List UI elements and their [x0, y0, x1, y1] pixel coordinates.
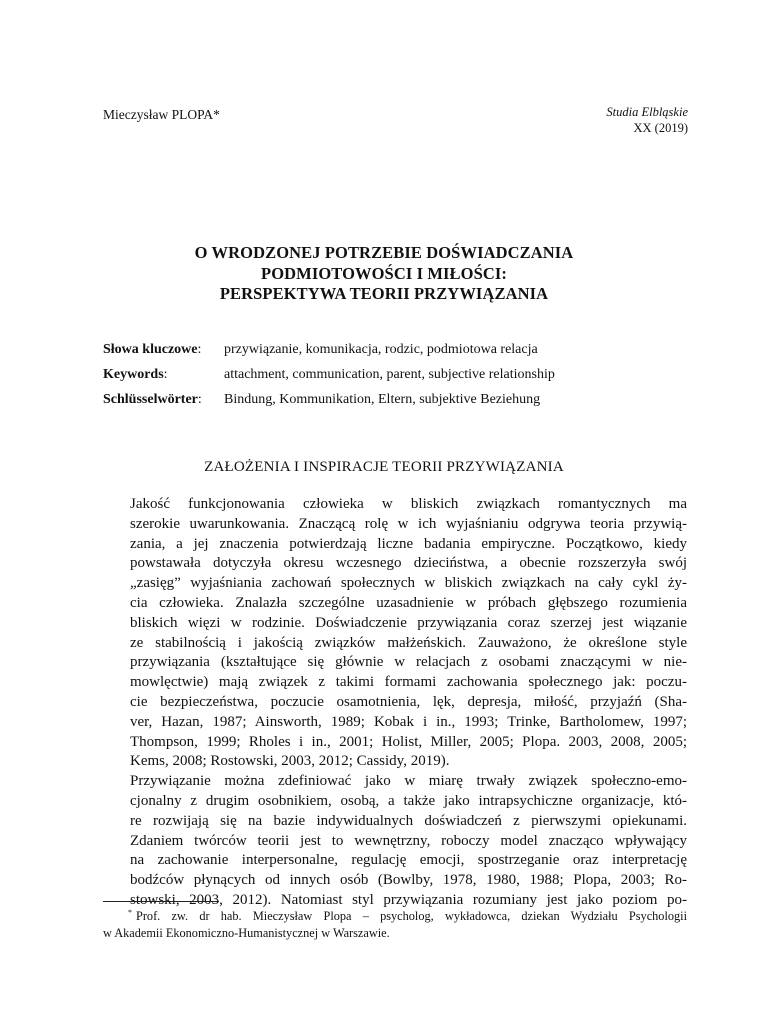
text-line: bliskich więzi w rodzinie. Doświadczenie przywiązania coraz szerzej jest wiązanie — [130, 614, 687, 631]
text-line: cie bezpieczeństwa, poczucie osamotnienia, lęk, depresja, miłość, przyjaźń (Sha- — [130, 693, 687, 710]
article-title — [0, 243, 768, 305]
title-line: PERSPEKTYWA TEORII PRZYWIĄZANIA — [219, 284, 549, 303]
title-line: O WRODZONEJ POTRZEBIE DOŚWIADCZANIA — [194, 243, 574, 262]
section-heading: ZAŁOŻENIA I INSPIRACJE TEORII PRZYWIĄZANIA — [204, 459, 564, 475]
text-line: Thompson, 1999; Rholes i in., 2001; Holist, Miller, 2005; Plopa. 2003, 2008, 2005; — [130, 733, 687, 750]
body-text — [103, 495, 687, 911]
journal-issue: XX (2019) — [633, 121, 688, 135]
paragraph-1 — [103, 495, 687, 772]
journal-name: Studia Elbląskie — [606, 105, 688, 119]
keyword-value: przywiązanie, komunikacja, rodzic, podmiotowa relacja — [224, 342, 538, 357]
text-line: Kems, 2008; Rostowski, 2003, 2012; Cassidy, 2019). — [130, 753, 450, 770]
text-line: Jakość funkcjonowania człowieka w bliskich związkach romantycznych ma — [130, 496, 687, 512]
text-line: ver, Hazan, 1987; Ainsworth, 1989; Kobak i in., 1993; Trinke, Bartholomew, 1997; — [130, 713, 687, 730]
text-line: Zdaniem twórców teorii jest to wewnętrzny, roboczy model znacząco wpływający — [130, 832, 687, 849]
text-line: cia człowieka. Znalazła szczególne uzasadnienie w próbach głębszego rozumienia — [130, 594, 687, 611]
author-name: Mieczysław PLOPA* — [103, 107, 220, 122]
footnote-text: w Akademii Ekonomiczno-Humanistycznej w Warszawie. — [103, 925, 390, 940]
text-line: przywiązania (kształtujące się głównie w relacjach z osobami znaczącymi w nie- — [130, 654, 687, 671]
journal-info — [606, 104, 688, 136]
paragraph-2 — [103, 772, 687, 911]
keyword-row-german: Schlüsselwörter: Bindung, Kommunikation, Eltern, subjektive Beziehung — [103, 390, 703, 415]
text-line: mowlęctwie) mają związek z takimi formami zachowania społecznego jak: poczu- — [130, 674, 687, 691]
text-line: re rozwijają się na bazie indywidualnych doświadczeń z pierwszymi opiekunami. — [130, 812, 687, 829]
footnote-text: Prof. zw. dr hab. Mieczysław Plopa – psycholog, wykładowca, dziekan Wydziału Psychologii — [136, 909, 687, 924]
keyword-label: Słowa kluczowe — [103, 342, 198, 357]
title-line: PODMIOTOWOŚCI I MIŁOŚCI: — [261, 263, 507, 283]
text-line: na zachowanie interpersonalne, regulację emocji, spostrzeganie oraz interpretację — [130, 852, 687, 869]
keyword-row-polish: Słowa kluczowe: przywiązanie, komunikacja, rodzic, podmiotowa relacja — [103, 340, 703, 365]
keyword-label: Keywords — [103, 367, 164, 382]
text-line: cjonalny z drugim osobnikiem, osobą, a także jako intrapsychiczne organizacje, któ- — [130, 792, 687, 809]
keyword-row-english: Keywords: attachment, communication, parent, subjective relationship — [103, 365, 703, 390]
footnote-rule — [103, 901, 219, 902]
text-line: stowski, 2003, 2012). Natomiast styl przywiązania rozumiany jest jako poziom po- — [130, 891, 687, 908]
keyword-label: Schlüsselwörter — [103, 392, 198, 407]
keyword-value: attachment, communication, parent, subjective relationship — [224, 367, 555, 382]
footnote-marker: * — [128, 908, 132, 917]
keyword-value: Bindung, Kommunikation, Eltern, subjektive Beziehung — [224, 392, 541, 407]
text-line: „zasięg” wyjaśniania zachowań społecznych w bliskich związkach na cały cykl ży- — [130, 575, 687, 592]
keywords-block — [103, 340, 703, 415]
text-line: powstawała dotyczyła okresu wczesnego dzieciństwa, a obecnie rozszerzyła swój — [130, 555, 687, 572]
text-line: Przywiązanie można zdefiniować jako w miarę trwały związek społeczno-emo- — [130, 773, 687, 790]
text-line: zania, a jej znaczenia potwierdzają liczne badania empiryczne. Początkowo, kiedy — [130, 535, 687, 552]
text-line: ze stabilnością i jakością związków małżeńskich. Zauważono, że określone style — [130, 634, 687, 651]
footnote — [103, 905, 687, 941]
text-line: bodźców płynących od innych osób (Bowlby, 1978, 1980, 1988; Plopa, 2003; Ro- — [130, 872, 687, 889]
text-line: szerokie uwarunkowania. Znaczącą rolę w ich wyjaśnianiu odgrywa teoria przywią- — [130, 515, 687, 532]
